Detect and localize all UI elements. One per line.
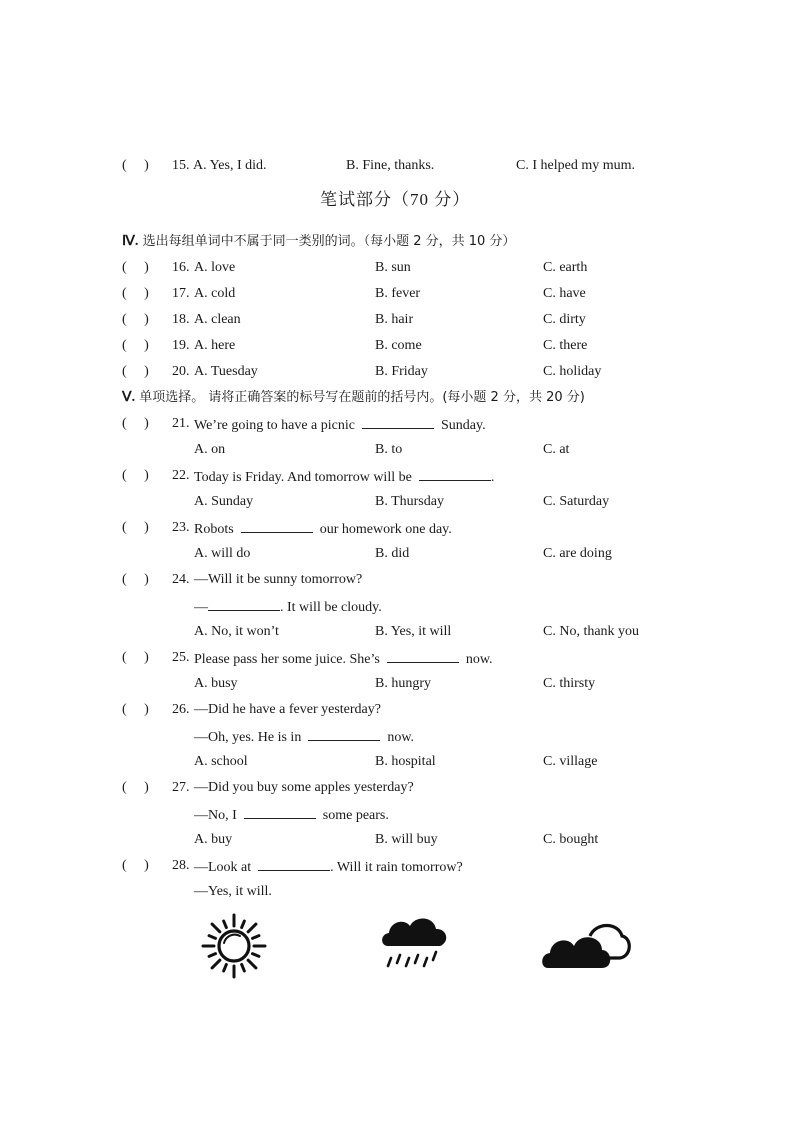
question-number: 24. bbox=[172, 572, 190, 587]
written-section-heading bbox=[0, 188, 794, 212]
question-stem: Please pass her some juice. She’s now. bbox=[194, 648, 493, 670]
option-c: C. I helped my mum. bbox=[516, 158, 635, 173]
sun-ray bbox=[242, 921, 245, 927]
option-c: C. bought bbox=[543, 832, 599, 847]
question-number: 18. bbox=[172, 312, 190, 327]
question-23 bbox=[0, 518, 794, 538]
question-27 bbox=[0, 778, 794, 798]
sun-ray bbox=[209, 954, 215, 957]
option-b: B. Friday bbox=[375, 364, 428, 379]
answer-paren[interactable]: ( ) bbox=[122, 572, 149, 587]
option-b: B. hungry bbox=[375, 676, 431, 691]
option-b: B. hospital bbox=[375, 754, 436, 769]
question-stem: Robots our homework one day. bbox=[194, 518, 452, 540]
sun-ray bbox=[252, 954, 258, 957]
sun-ray bbox=[212, 924, 220, 932]
answer-blank[interactable] bbox=[258, 856, 330, 871]
question-16 bbox=[0, 258, 794, 278]
sun-ray bbox=[242, 964, 245, 970]
sun-ray bbox=[252, 936, 258, 939]
question-number: 20. bbox=[172, 364, 190, 379]
answer-blank[interactable] bbox=[308, 726, 380, 741]
sun-ray bbox=[248, 960, 256, 968]
question-22 bbox=[0, 466, 794, 486]
question-19 bbox=[0, 336, 794, 356]
question-stem: We’re going to have a picnic Sunday. bbox=[194, 414, 486, 436]
question-number: 15. bbox=[172, 158, 190, 173]
answer-paren[interactable]: ( ) bbox=[122, 858, 149, 873]
option-a: A. Sunday bbox=[194, 494, 254, 509]
option-c: C. Saturday bbox=[543, 494, 610, 509]
answer-paren[interactable]: ( ) bbox=[122, 312, 149, 327]
sun-ray bbox=[212, 960, 220, 968]
option-b: B. Fine, thanks. bbox=[346, 158, 435, 173]
option-c: C. earth bbox=[543, 260, 588, 275]
sun-ray bbox=[209, 936, 215, 939]
option-a: A. Yes, I did. bbox=[193, 158, 267, 173]
section-4-number: Ⅳ. bbox=[122, 234, 139, 249]
section-5-number: Ⅴ. bbox=[122, 390, 136, 405]
question-18 bbox=[0, 310, 794, 330]
question-number: 28. bbox=[172, 858, 190, 873]
sun-ray bbox=[248, 924, 256, 932]
option-b: B. Thursday bbox=[375, 494, 444, 509]
answer-paren[interactable]: ( ) bbox=[122, 260, 149, 275]
question-15 bbox=[0, 156, 794, 176]
question-stem: —Look at . Will it rain tomorrow? bbox=[194, 856, 463, 878]
option-a: A. busy bbox=[194, 676, 238, 691]
section-4-heading bbox=[0, 232, 794, 252]
answer-paren[interactable]: ( ) bbox=[122, 468, 149, 483]
section-5-title: 单项选择。 请将正确答案的标号写在题前的括号内。(每小题 2 分，共 20 分) bbox=[139, 390, 585, 405]
option-b: B. will buy bbox=[375, 832, 438, 847]
sun-ray bbox=[224, 921, 227, 927]
question-28 bbox=[0, 856, 794, 876]
question-number: 26. bbox=[172, 702, 190, 717]
section-5-heading bbox=[0, 388, 794, 408]
sun-ray bbox=[224, 964, 227, 970]
question-24-options bbox=[0, 622, 794, 642]
option-b: B. to bbox=[375, 442, 403, 457]
option-c: C. are doing bbox=[543, 546, 612, 561]
answer-paren[interactable]: ( ) bbox=[122, 364, 149, 379]
question-24-line-2: — . It will be cloudy. bbox=[0, 596, 794, 616]
question-number: 16. bbox=[172, 260, 190, 275]
question-25-options bbox=[0, 674, 794, 694]
question-26-line-2: —Oh, yes. He is in now. bbox=[0, 726, 794, 746]
answer-blank[interactable] bbox=[362, 414, 434, 429]
question-21-options bbox=[0, 440, 794, 460]
option-b: B. hair bbox=[375, 312, 414, 327]
answer-paren[interactable]: ( ) bbox=[122, 286, 149, 301]
answer-paren[interactable]: ( ) bbox=[122, 416, 149, 431]
question-stem: —Did you buy some apples yesterday? bbox=[194, 780, 414, 795]
question-23-options bbox=[0, 544, 794, 564]
option-c: C. village bbox=[543, 754, 598, 769]
section-4-title: 选出每组单词中不属于同一类别的词。（每小题 2 分，共 10 分） bbox=[142, 234, 516, 249]
question-26 bbox=[0, 700, 794, 720]
option-b: B. Yes, it will bbox=[375, 624, 452, 639]
answer-blank[interactable] bbox=[244, 804, 316, 819]
question-number: 19. bbox=[172, 338, 190, 353]
answer-paren[interactable]: ( ) bbox=[122, 780, 149, 795]
answer-blank[interactable] bbox=[208, 596, 280, 611]
answer-paren[interactable]: ( ) bbox=[122, 520, 149, 535]
answer-blank[interactable] bbox=[419, 466, 491, 481]
question-number: 23. bbox=[172, 520, 190, 535]
question-stem: —Will it be sunny tomorrow? bbox=[194, 572, 363, 587]
question-17 bbox=[0, 284, 794, 304]
question-number: 21. bbox=[172, 416, 190, 431]
option-b: B. sun bbox=[375, 260, 411, 275]
question-25 bbox=[0, 648, 794, 668]
question-number: 25. bbox=[172, 650, 190, 665]
option-c: C. No, thank you bbox=[543, 624, 640, 639]
option-a: A. cold bbox=[194, 286, 236, 301]
question-27-options bbox=[0, 830, 794, 850]
question-22-options bbox=[0, 492, 794, 512]
answer-blank[interactable] bbox=[387, 648, 459, 663]
question-number: 17. bbox=[172, 286, 190, 301]
option-c: C. at bbox=[543, 442, 570, 457]
answer-paren[interactable]: ( ) bbox=[122, 650, 149, 665]
question-27-line-2: —No, I some pears. bbox=[0, 804, 794, 824]
answer-paren[interactable]: ( ) bbox=[122, 702, 149, 717]
sun-icon bbox=[196, 912, 272, 980]
option-a: A. love bbox=[194, 260, 236, 275]
option-a: A. on bbox=[194, 442, 226, 457]
rain-cloud-icon bbox=[378, 912, 452, 974]
option-b: B. come bbox=[375, 338, 422, 353]
option-c: C. thirsty bbox=[543, 676, 596, 691]
question-28-line-2: —Yes, it will. bbox=[194, 884, 272, 899]
option-a: A. No, it won’t bbox=[194, 624, 279, 639]
option-c: C. dirty bbox=[543, 312, 586, 327]
question-number: 27. bbox=[172, 780, 190, 795]
question-number: 22. bbox=[172, 468, 190, 483]
option-a: A. here bbox=[194, 338, 236, 353]
option-b: B. fever bbox=[375, 286, 421, 301]
option-c: C. holiday bbox=[543, 364, 602, 379]
option-c: C. have bbox=[543, 286, 586, 301]
option-b: B. did bbox=[375, 546, 410, 561]
answer-paren[interactable]: ( ) bbox=[122, 338, 149, 353]
answer-blank[interactable] bbox=[241, 518, 313, 533]
option-a: A. buy bbox=[194, 832, 233, 847]
option-a: A. Tuesday bbox=[194, 364, 258, 379]
question-20 bbox=[0, 362, 794, 382]
question-24 bbox=[0, 570, 794, 590]
option-c: C. there bbox=[543, 338, 588, 353]
option-a: A. will do bbox=[194, 546, 251, 561]
question-26-options bbox=[0, 752, 794, 772]
answer-paren: ( ) bbox=[122, 158, 149, 173]
question-stem: Today is Friday. And tomorrow will be . bbox=[194, 466, 494, 488]
question-21 bbox=[0, 414, 794, 434]
cloudy-icon bbox=[540, 916, 632, 976]
question-stem: —Did he have a fever yesterday? bbox=[194, 702, 381, 717]
written-section-title: 笔试部分（70 分） bbox=[320, 190, 471, 209]
option-a: A. clean bbox=[194, 312, 241, 327]
option-a: A. school bbox=[194, 754, 248, 769]
